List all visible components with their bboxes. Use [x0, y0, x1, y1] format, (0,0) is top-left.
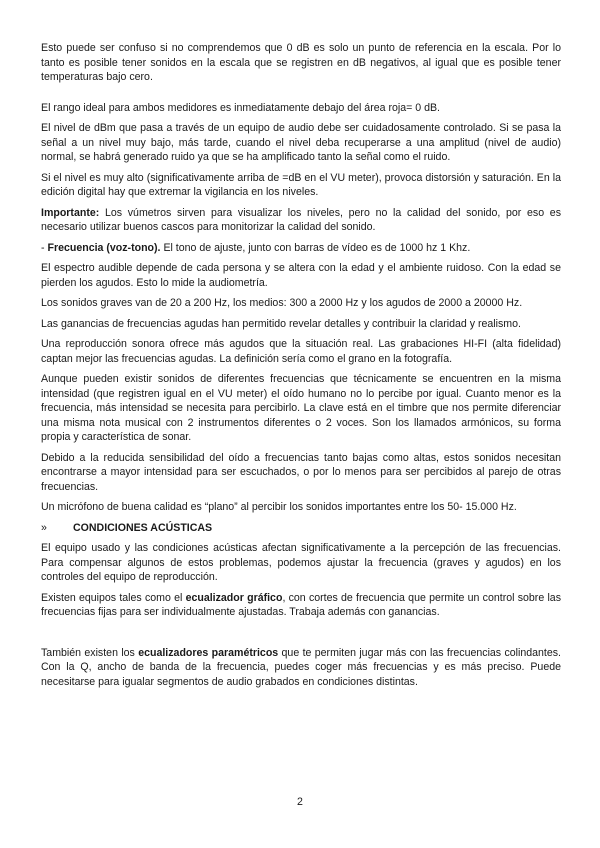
paragraph-ear-sensitivity: Debido a la reducida sensibilidad del oído a frecuencias tanto bajas como altas, estos sonidos necesitan encontrarse a mayor intensidad para ser escuchados, o por lo menos para ser percibidos al parejo de otras frecuencias.	[41, 451, 561, 493]
paragraph-hifi: Una reproducción sonora ofrece más agudos que la situación real. Las grabaciones HI-FI (alta fidelidad) captan mejor las frecuencias agudas. La definición sería como el grano en la fotografía.	[41, 338, 561, 365]
parametric-eq-text-start: También existen los	[41, 646, 139, 659]
section-heading	[41, 521, 561, 536]
heading-bullet: »	[41, 521, 47, 534]
paragraph-dbm-level: El nivel de dBm que pasa a través de un equipo de audio debe ser cuidadosamente controlado. Si se pasa la señal a un nivel muy bajo, más tarde, cuando el nivel deba recuperarse a una amplitud (nivel de audio) normal, se habrá generado ruido ya que se ha amplificado tanto la señal como el ruido.	[41, 122, 561, 163]
paragraph-important	[41, 206, 561, 235]
paragraph-graphic-equalizer	[41, 591, 561, 620]
graphic-eq-term: ecualizador gráfico	[185, 591, 283, 604]
paragraph-high-level: Si el nivel es muy alto (significativamente arriba de =dB en el VU meter), provoca distorsión y saturación. En la edición digital hay que extremar la vigilancia en los niveles.	[41, 171, 561, 198]
paragraph-ideal-range: El rango ideal para ambos medidores es inmediatamente debajo del área roja= 0 dB.	[41, 101, 440, 114]
parametric-eq-text-end: que te permiten jugar más con las frecuencias colindantes. Con la Q, ancho de banda de la frecuencia, puedes coger más frecuencias y es más preciso. Puede necesitarse para igualar segmentos de audio grabados en condiciones distintas.	[41, 646, 561, 688]
paragraph-treble-gains: Las ganancias de frecuencias agudas han permitido revelar detalles y contribuir la claridad y realismo.	[41, 317, 521, 330]
paragraph-microphone: Un micrófono de buena calidad es “plano” al percibir los sonidos importantes entre los 50- 15.000 Hz.	[41, 501, 517, 513]
graphic-eq-text-start: Existen equipos tales como el	[41, 591, 186, 604]
frequency-label: Frecuencia (voz-tono).	[47, 241, 161, 254]
important-label: Importante:	[41, 206, 100, 219]
paragraph-frequency	[41, 241, 561, 256]
paragraph-zero-db: Esto puede ser confuso si no comprendemos que 0 dB es solo un punto de referencia en la escala. Por lo tanto es posible tener sonidos en la escala que se registren en dB negativos, al igual que es posible tener temperaturas bajo cero.	[41, 42, 561, 83]
heading-text: CONDICIONES ACÚSTICAS	[73, 521, 213, 534]
page-body	[41, 41, 561, 695]
paragraph-timbre: Aunque pueden existir sonidos de diferentes frecuencias que técnicamente se encuentren en la misma intensidad (que registren igual en el VU meter) el oído humano no lo percibe por igual. Cuanto menor es la frecuencia, más intensidad se necesita para percibirlo. La clave está en el timbre que nos permite diferenciar una misma nota musical con 2 instrumentos diferentes o 2 voces. Son los llamados armónicos, su forma propia y característica de sonar.	[41, 373, 561, 443]
frequency-dash: -	[41, 241, 48, 254]
paragraph-parametric-equalizer	[41, 646, 561, 690]
paragraph-audible-spectrum: El espectro audible depende de cada persona y se altera con la edad y el ambiente ruidoso. Con la edad se pierden los agudos. Esto lo mide la audiometría.	[41, 262, 561, 289]
paragraph-frequency-ranges: Los sonidos graves van de 20 a 200 Hz, los medios: 300 a 2000 Hz y los agudos de 2000 a 20000 Hz.	[41, 297, 523, 309]
graphic-eq-text-end: , con cortes de frecuencia que permite un control sobre las frecuencias fijas para ser individualmente ajustadas. Trabaja además con ganancias.	[41, 591, 561, 618]
parametric-eq-term: ecualizadores paramétricos	[138, 646, 279, 659]
page-number: 2	[297, 796, 303, 808]
important-text: Los vúmetros sirven para visualizar los niveles, pero no la calidad del sonido, por eso es necesario utilizar buenos cascos para monitorizar la calidad del sonido.	[41, 206, 561, 233]
frequency-text: El tono de ajuste, junto con barras de vídeo es de 1000 hz 1 Khz.	[160, 241, 471, 254]
paragraph-acoustic-conditions: El equipo usado y las condiciones acústicas afectan significativamente a la percepción de las frecuencias. Para compensar algunos de estos problemas, podemos ajustar la frecuencia (graves y agudos) en los controles del equipo de reproducción.	[41, 542, 561, 583]
